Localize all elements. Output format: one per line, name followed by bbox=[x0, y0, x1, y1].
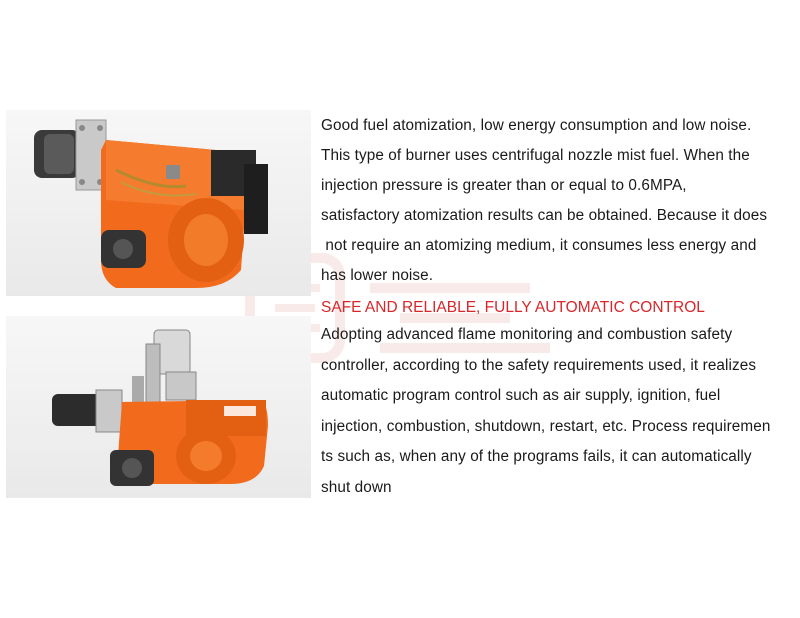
paragraph-line: shut down bbox=[321, 478, 392, 496]
paragraph-line: automatic program control such as air supply, ignition, fuel bbox=[321, 387, 721, 405]
paragraph-line: Adopting advanced flame monitoring and combustion safety bbox=[321, 326, 733, 343]
paragraph-line: not require an atomizing medium, it consumes less energy and bbox=[321, 237, 757, 254]
paragraph-line: satisfactory atomization results can be obtained. Because it does bbox=[321, 207, 768, 224]
two-stage-burner-icon bbox=[6, 316, 311, 498]
paragraph-line: controller, according to the safety requirements used, it realizes bbox=[321, 356, 757, 374]
paragraph-line: injection pressure is greater than or equal to 0.6MPA, bbox=[321, 177, 687, 194]
paragraph-line: ts such as, when any of the programs fails, it can automatically bbox=[321, 448, 752, 466]
paragraph-line: This type of burner uses centrifugal nozzle mist fuel. When the bbox=[321, 147, 750, 164]
paragraph-line: has lower noise. bbox=[321, 267, 434, 284]
paragraph-automatic-control bbox=[321, 320, 796, 504]
paragraph-line: Good fuel atomization, low energy consumption and low noise. bbox=[321, 117, 752, 134]
burner-photo-1 bbox=[6, 110, 311, 296]
paragraph-line: injection, combustion, shutdown, restart, etc. Process requiremen bbox=[321, 417, 771, 435]
burner-photo-2 bbox=[6, 316, 311, 498]
paragraph-fuel-atomization bbox=[321, 111, 796, 291]
single-stage-burner-icon bbox=[6, 110, 311, 296]
section-heading: SAFE AND RELIABLE, FULLY AUTOMATIC CONTROL bbox=[321, 299, 705, 316]
